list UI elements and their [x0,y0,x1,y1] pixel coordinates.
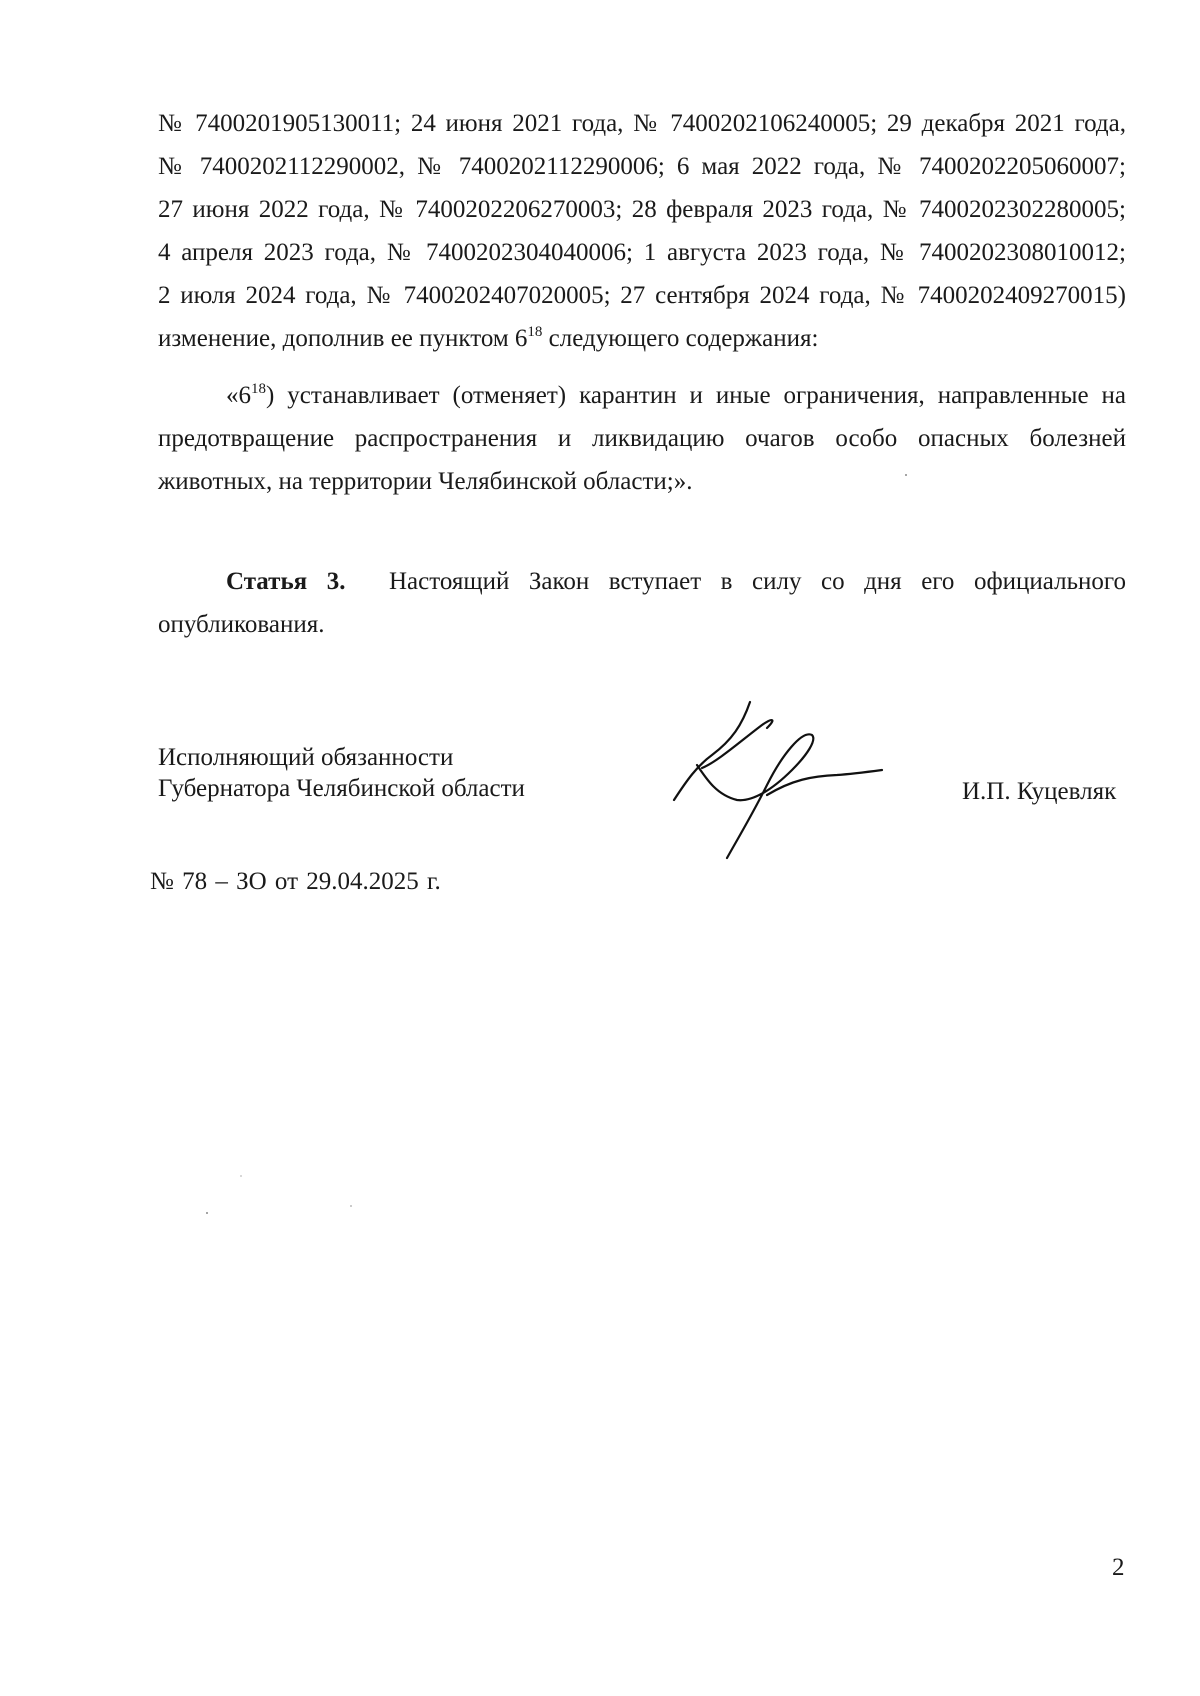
scan-speck [905,474,907,476]
quote-line: «$6^{18}$) устанавливает (отменяет) карантин и иные ограничения, направленные на [226,381,1126,409]
signatory-title-line: Исполняющий обязанности [158,744,454,771]
page-number: 2 [1112,1554,1125,1581]
amendment-line: 4 апреля 2023 года, № 7400202304040006; 1 августа 2023 года, № 7400202308010012; [158,239,1126,266]
article-3-line: опубликования. [158,611,325,638]
amendment-line-last: изменение, дополнив ее пунктом $6^{18}$ следующего содержания: [158,324,819,352]
amendment-line: 2 июля 2024 года, № 7400202407020005; 27 сентября 2024 года, № 7400202409270015) [158,282,1126,309]
article-3-paragraph [158,560,1126,646]
quoted-item-paragraph [158,374,1126,503]
article-3-label: Статья 3. [226,568,346,595]
scan-speck [240,1175,242,1177]
signatory-title-line: Губернатора Челябинской области [158,775,525,802]
amendment-line: № 7400202112290002, № 7400202112290006; 6 мая 2022 года, № 7400202205060007; [158,153,1126,180]
signatory-name: И.П. Куцевляк [962,778,1117,805]
law-number-date: № 78 – ЗО от 29.04.2025 г. [150,868,441,895]
quote-line: животных, на территории Челябинской области;». [158,468,693,495]
amendment-paragraph [158,102,1126,360]
signatory-title [158,742,525,804]
scan-speck [350,1205,352,1207]
article-3-line: Статья 3. Настоящий Закон вступает в силу со дня его официального [226,568,1126,595]
amendment-line: № 7400201905130011; 24 июня 2021 года, № 7400202106240005; 29 декабря 2021 года, [158,110,1126,137]
superscript: 18 [251,381,266,397]
scan-speck [206,1212,208,1214]
quote-line: предотвращение распространения и ликвидацию очагов особо опасных болезней [158,425,1126,452]
amendment-line: 27 июня 2022 года, № 7400202206270003; 28 февраля 2023 года, № 7400202302280005; [158,196,1126,223]
superscript: 18 [527,324,543,340]
handwritten-signature [672,700,902,860]
